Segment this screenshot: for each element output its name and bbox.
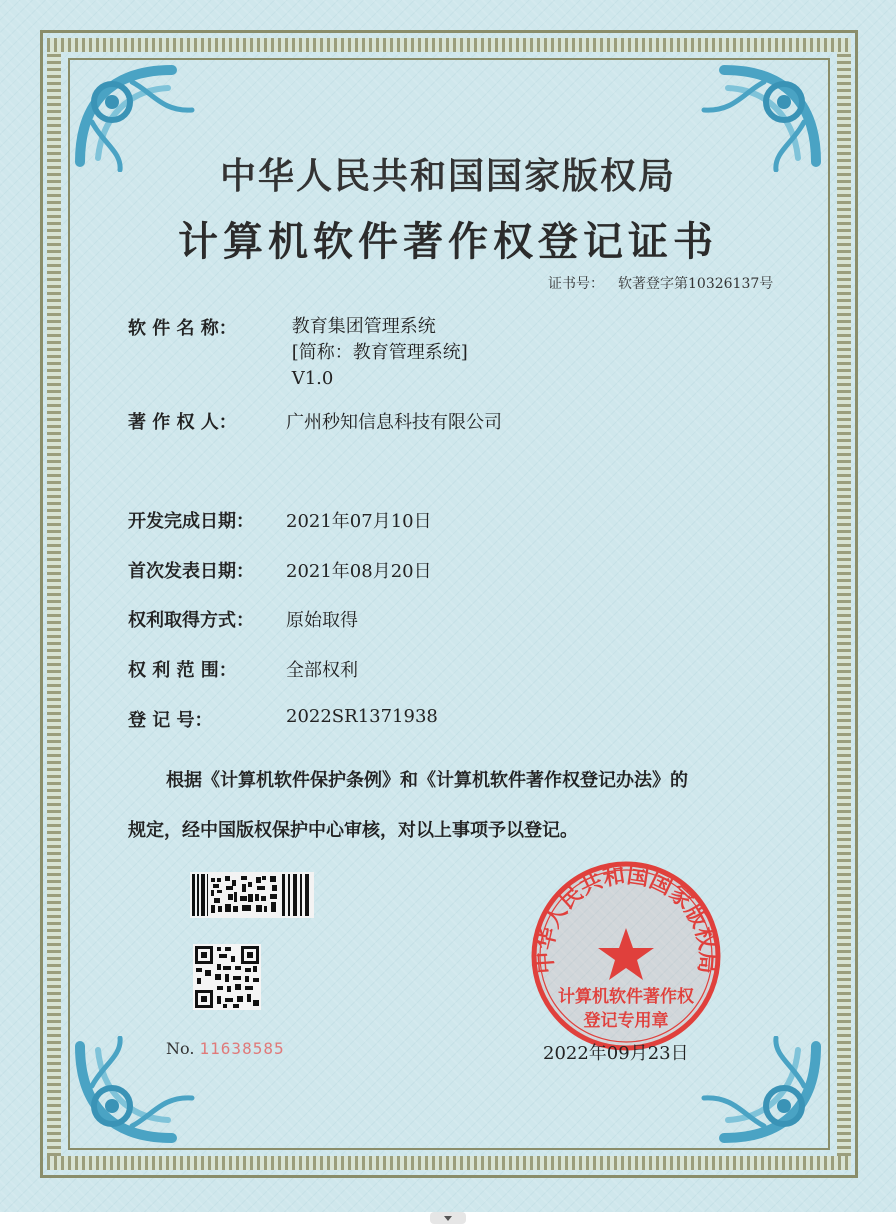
owner-value: 广州秒知信息科技有限公司 — [286, 412, 502, 433]
certificate-number — [548, 273, 773, 293]
seal-inner-line-2: 登记专用章 — [583, 1011, 669, 1031]
field-rights-scope — [128, 656, 358, 682]
field-software-name — [128, 314, 468, 392]
scope-value: 全部权利 — [286, 660, 358, 681]
software-name-value — [292, 314, 468, 392]
scroll-down-icon[interactable] — [430, 1212, 466, 1224]
reg-no-value: 2022SR1371938 — [286, 706, 438, 727]
software-name-line: 教育集团管理系统 — [291, 316, 436, 337]
scope-label: 权 利 范 围： — [128, 660, 237, 681]
software-version-line: V1.0 — [291, 368, 334, 389]
field-publication-date — [128, 557, 432, 583]
field-copyright-owner — [128, 408, 502, 434]
field-development-date — [128, 507, 432, 533]
statement-line-1: 根据《计算机软件保护条例》和《计算机软件著作权登记办法》的 — [166, 770, 688, 791]
acquire-label: 权利取得方式： — [128, 610, 254, 631]
official-seal — [526, 856, 726, 1056]
seal-outer-text: 中华人民共和国国家版权局 — [532, 863, 720, 975]
owner-label: 著 作 权 人： — [128, 412, 237, 433]
serial-number: 11638585 — [199, 1039, 285, 1058]
seal-inner-line-1: 计算机软件著作权 — [558, 987, 694, 1007]
statement-line-2: 规定，经中国版权保护中心审核，对以上事项予以登记。 — [128, 820, 578, 841]
acquire-value: 原始取得 — [286, 610, 358, 631]
certificate-number-value: 软著登字第10326137号 — [618, 276, 774, 292]
barcode-icon — [190, 872, 314, 918]
software-short-name-line: [简称：教育管理系统] — [291, 342, 468, 363]
certificate-number-label: 证书号： — [548, 276, 604, 292]
dev-date-label: 开发完成日期： — [128, 511, 254, 532]
issue-date: 2022年09月23日 — [543, 1043, 689, 1064]
serial-prefix: No. — [166, 1039, 195, 1058]
pub-date-label: 首次发表日期： — [128, 561, 254, 582]
certificate-serial — [166, 1039, 285, 1058]
qr-code-icon — [193, 944, 261, 1010]
field-registration-number — [128, 706, 438, 732]
certificate-title: 计算机软件著作权登记证书 — [178, 218, 718, 265]
field-acquisition-method — [128, 606, 358, 632]
dev-date-value: 2021年07月10日 — [286, 511, 432, 532]
issuing-authority: 中华人民共和国国家版权局 — [219, 155, 676, 197]
software-name-label: 软 件 名 称： — [128, 318, 237, 339]
reg-no-label: 登 记 号： — [128, 710, 213, 731]
pub-date-value: 2021年08月20日 — [286, 561, 432, 582]
